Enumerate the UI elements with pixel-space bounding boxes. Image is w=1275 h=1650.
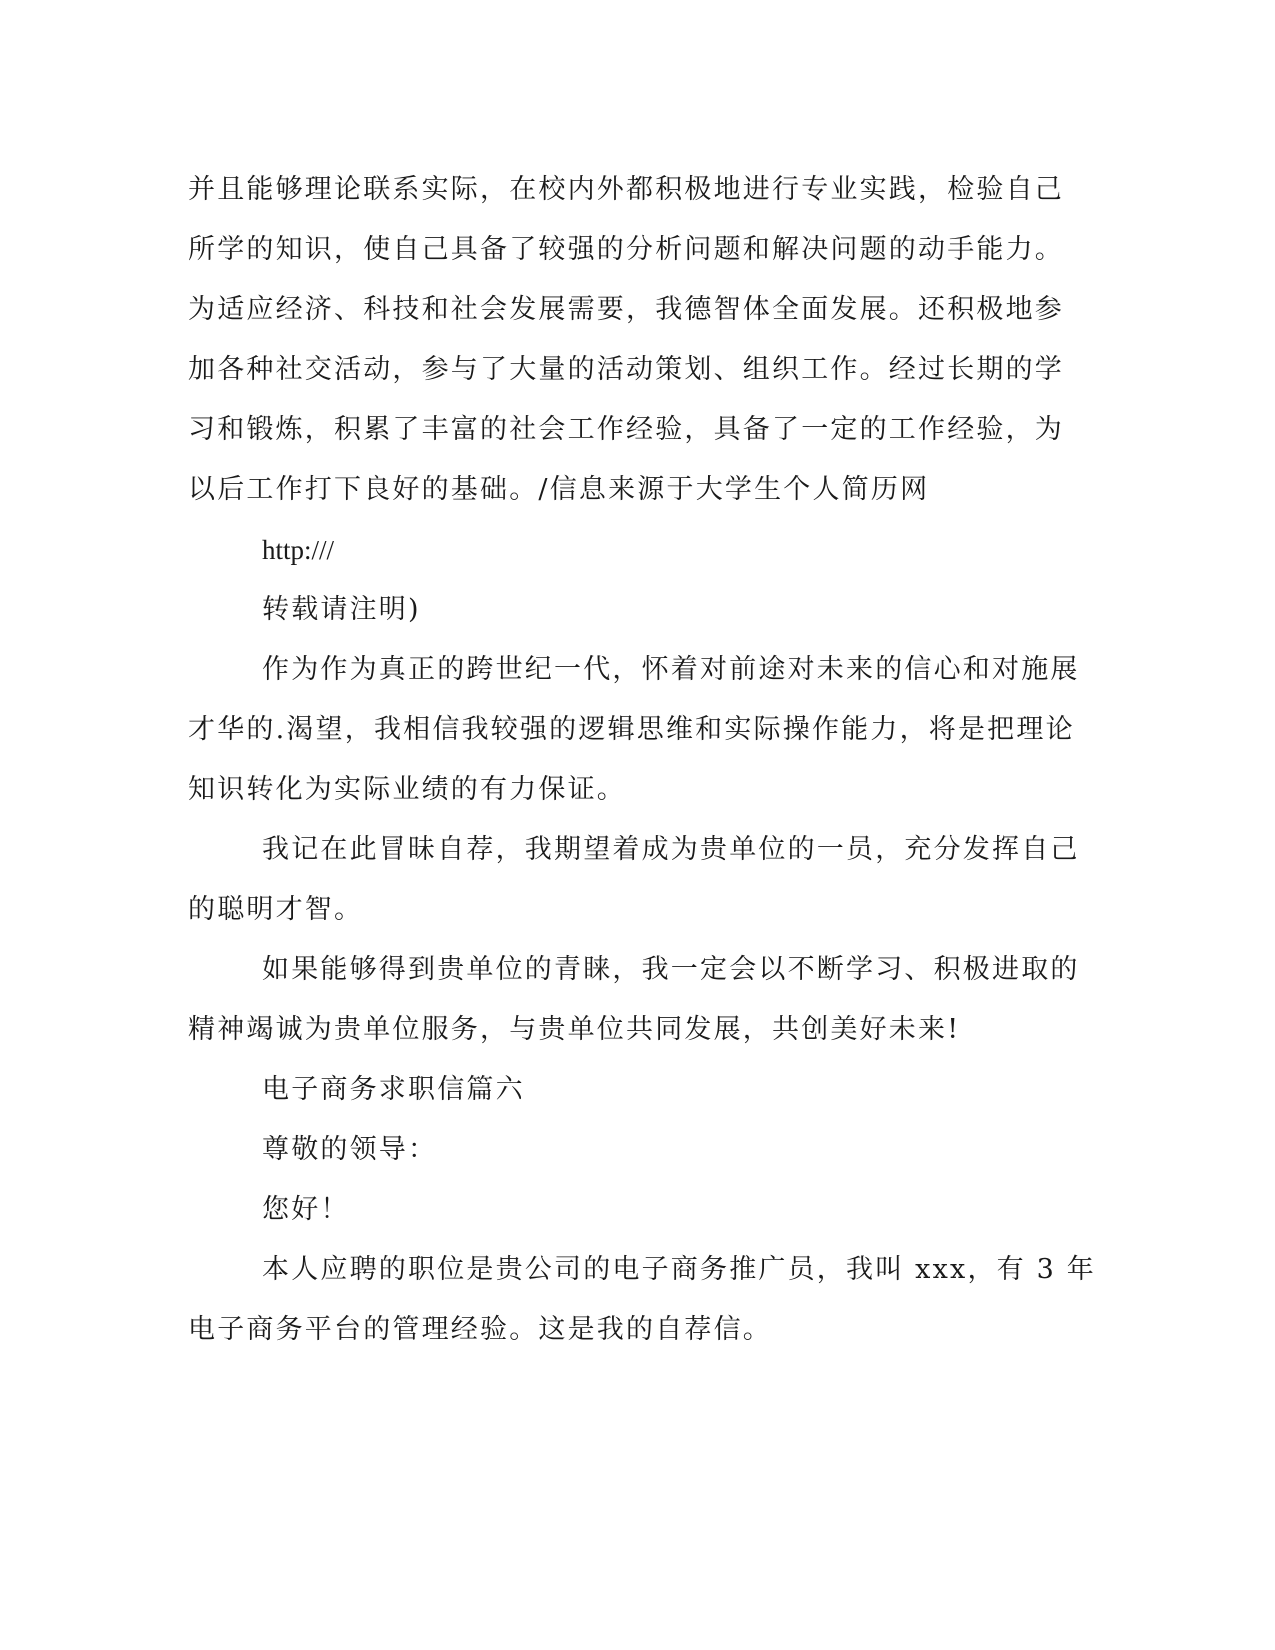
text-line: 并且能够理论联系实际，在校内外都积极地进行专业实践，检验自己 — [188, 174, 1064, 205]
text-line: 习和锻炼，积累了丰富的社会工作经验，具备了一定的工作经验，为 — [188, 414, 1064, 445]
text-line: 以后工作打下良好的基础。/信息来源于大学生个人简历网 — [188, 474, 930, 505]
section-heading: 电子商务求职信篇六 — [262, 1074, 525, 1105]
reprint-note: 转载请注明) — [262, 594, 421, 625]
paragraph-start-line: 本人应聘的职位是贵公司的电子商务推广员，我叫 xxx，有 3 年 — [262, 1254, 1097, 1285]
text-line: 知识转化为实际业绩的有力保证。 — [188, 774, 626, 805]
text-line: 的聪明才智。 — [188, 894, 364, 925]
paragraph-start-line: 作为作为真正的跨世纪一代，怀着对前途对未来的信心和对施展 — [262, 654, 1080, 685]
text-line: 才华的.渴望，我相信我较强的逻辑思维和实际操作能力，将是把理论 — [188, 714, 1075, 745]
text-line: 精神竭诚为贵单位服务，与贵单位共同发展，共创美好未来! — [188, 1014, 961, 1045]
text-line: 为适应经济、科技和社会发展需要，我德智体全面发展。还积极地参 — [188, 294, 1064, 325]
greeting: 您好！ — [262, 1194, 350, 1225]
document-body — [188, 160, 1097, 1360]
source-url: http:/// — [262, 535, 335, 565]
text-line: 电子商务平台的管理经验。这是我的自荐信。 — [188, 1314, 772, 1345]
salutation: 尊敬的领导： — [262, 1134, 438, 1165]
text-line: 所学的知识，使自己具备了较强的分析问题和解决问题的动手能力。 — [188, 234, 1064, 265]
paragraph-start-line: 我记在此冒昧自荐，我期望着成为贵单位的一员，充分发挥自己 — [262, 834, 1080, 865]
text-line: 加各种社交活动，参与了大量的活动策划、组织工作。经过长期的学 — [188, 354, 1064, 385]
paragraph-start-line: 如果能够得到贵单位的青睐，我一定会以不断学习、积极进取的 — [262, 954, 1080, 985]
